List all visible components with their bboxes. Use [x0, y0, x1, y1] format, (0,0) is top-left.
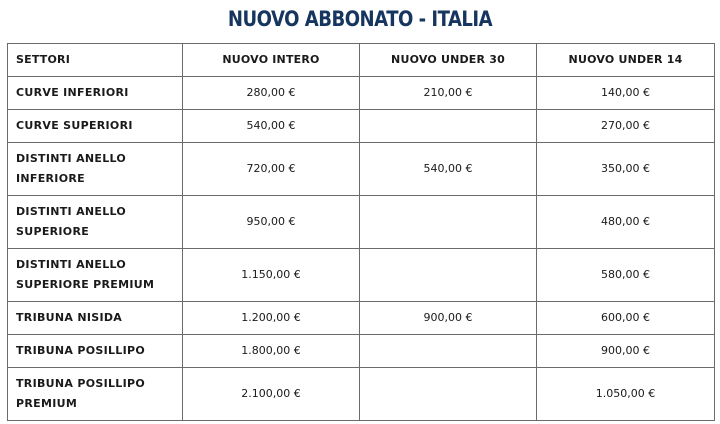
table-row: [8, 302, 715, 335]
table-header-row: [8, 44, 715, 77]
header-nuovo-under-30: NUOVO UNDER 30: [360, 44, 537, 77]
price-intero-cell: 1.150,00 €: [183, 249, 360, 302]
price-under30-cell: [360, 335, 537, 368]
table-row: [8, 110, 715, 143]
sector-cell: CURVE INFERIORI: [8, 77, 183, 110]
sector-cell: TRIBUNA POSILLIPO PREMIUM: [8, 368, 183, 421]
price-under30-cell: 210,00 €: [360, 77, 537, 110]
price-under30-cell: [360, 249, 537, 302]
price-intero-cell: 720,00 €: [183, 143, 360, 196]
sector-cell: DISTINTI ANELLO INFERIORE: [8, 143, 183, 196]
price-intero-cell: 1.200,00 €: [183, 302, 360, 335]
price-under14-cell: 140,00 €: [537, 77, 715, 110]
header-nuovo-intero: NUOVO INTERO: [183, 44, 360, 77]
price-under14-cell: 1.050,00 €: [537, 368, 715, 421]
table-row: [8, 249, 715, 302]
sector-cell: DISTINTI ANELLO SUPERIORE: [8, 196, 183, 249]
table-row: [8, 143, 715, 196]
table-row: [8, 368, 715, 421]
sector-cell: TRIBUNA NISIDA: [8, 302, 183, 335]
price-under14-cell: 480,00 €: [537, 196, 715, 249]
sector-cell: DISTINTI ANELLO SUPERIORE PREMIUM: [8, 249, 183, 302]
price-under14-cell: 270,00 €: [537, 110, 715, 143]
table-row: [8, 77, 715, 110]
price-under30-cell: [360, 368, 537, 421]
page-title: NUOVO ABBONATO - ITALIA: [227, 7, 493, 31]
price-under14-cell: 600,00 €: [537, 302, 715, 335]
price-under14-cell: 350,00 €: [537, 143, 715, 196]
price-intero-cell: 950,00 €: [183, 196, 360, 249]
price-under30-cell: 540,00 €: [360, 143, 537, 196]
price-table: [7, 43, 715, 421]
price-intero-cell: 2.100,00 €: [183, 368, 360, 421]
price-under14-cell: 580,00 €: [537, 249, 715, 302]
price-intero-cell: 1.800,00 €: [183, 335, 360, 368]
sector-cell: CURVE SUPERIORI: [8, 110, 183, 143]
price-under14-cell: 900,00 €: [537, 335, 715, 368]
price-under30-cell: [360, 196, 537, 249]
price-intero-cell: 540,00 €: [183, 110, 360, 143]
sector-cell: TRIBUNA POSILLIPO: [8, 335, 183, 368]
table-row: [8, 335, 715, 368]
price-intero-cell: 280,00 €: [183, 77, 360, 110]
header-settori: SETTORI: [8, 44, 183, 77]
price-under30-cell: 900,00 €: [360, 302, 537, 335]
price-under30-cell: [360, 110, 537, 143]
table-row: [8, 196, 715, 249]
header-nuovo-under-14: NUOVO UNDER 14: [537, 44, 715, 77]
